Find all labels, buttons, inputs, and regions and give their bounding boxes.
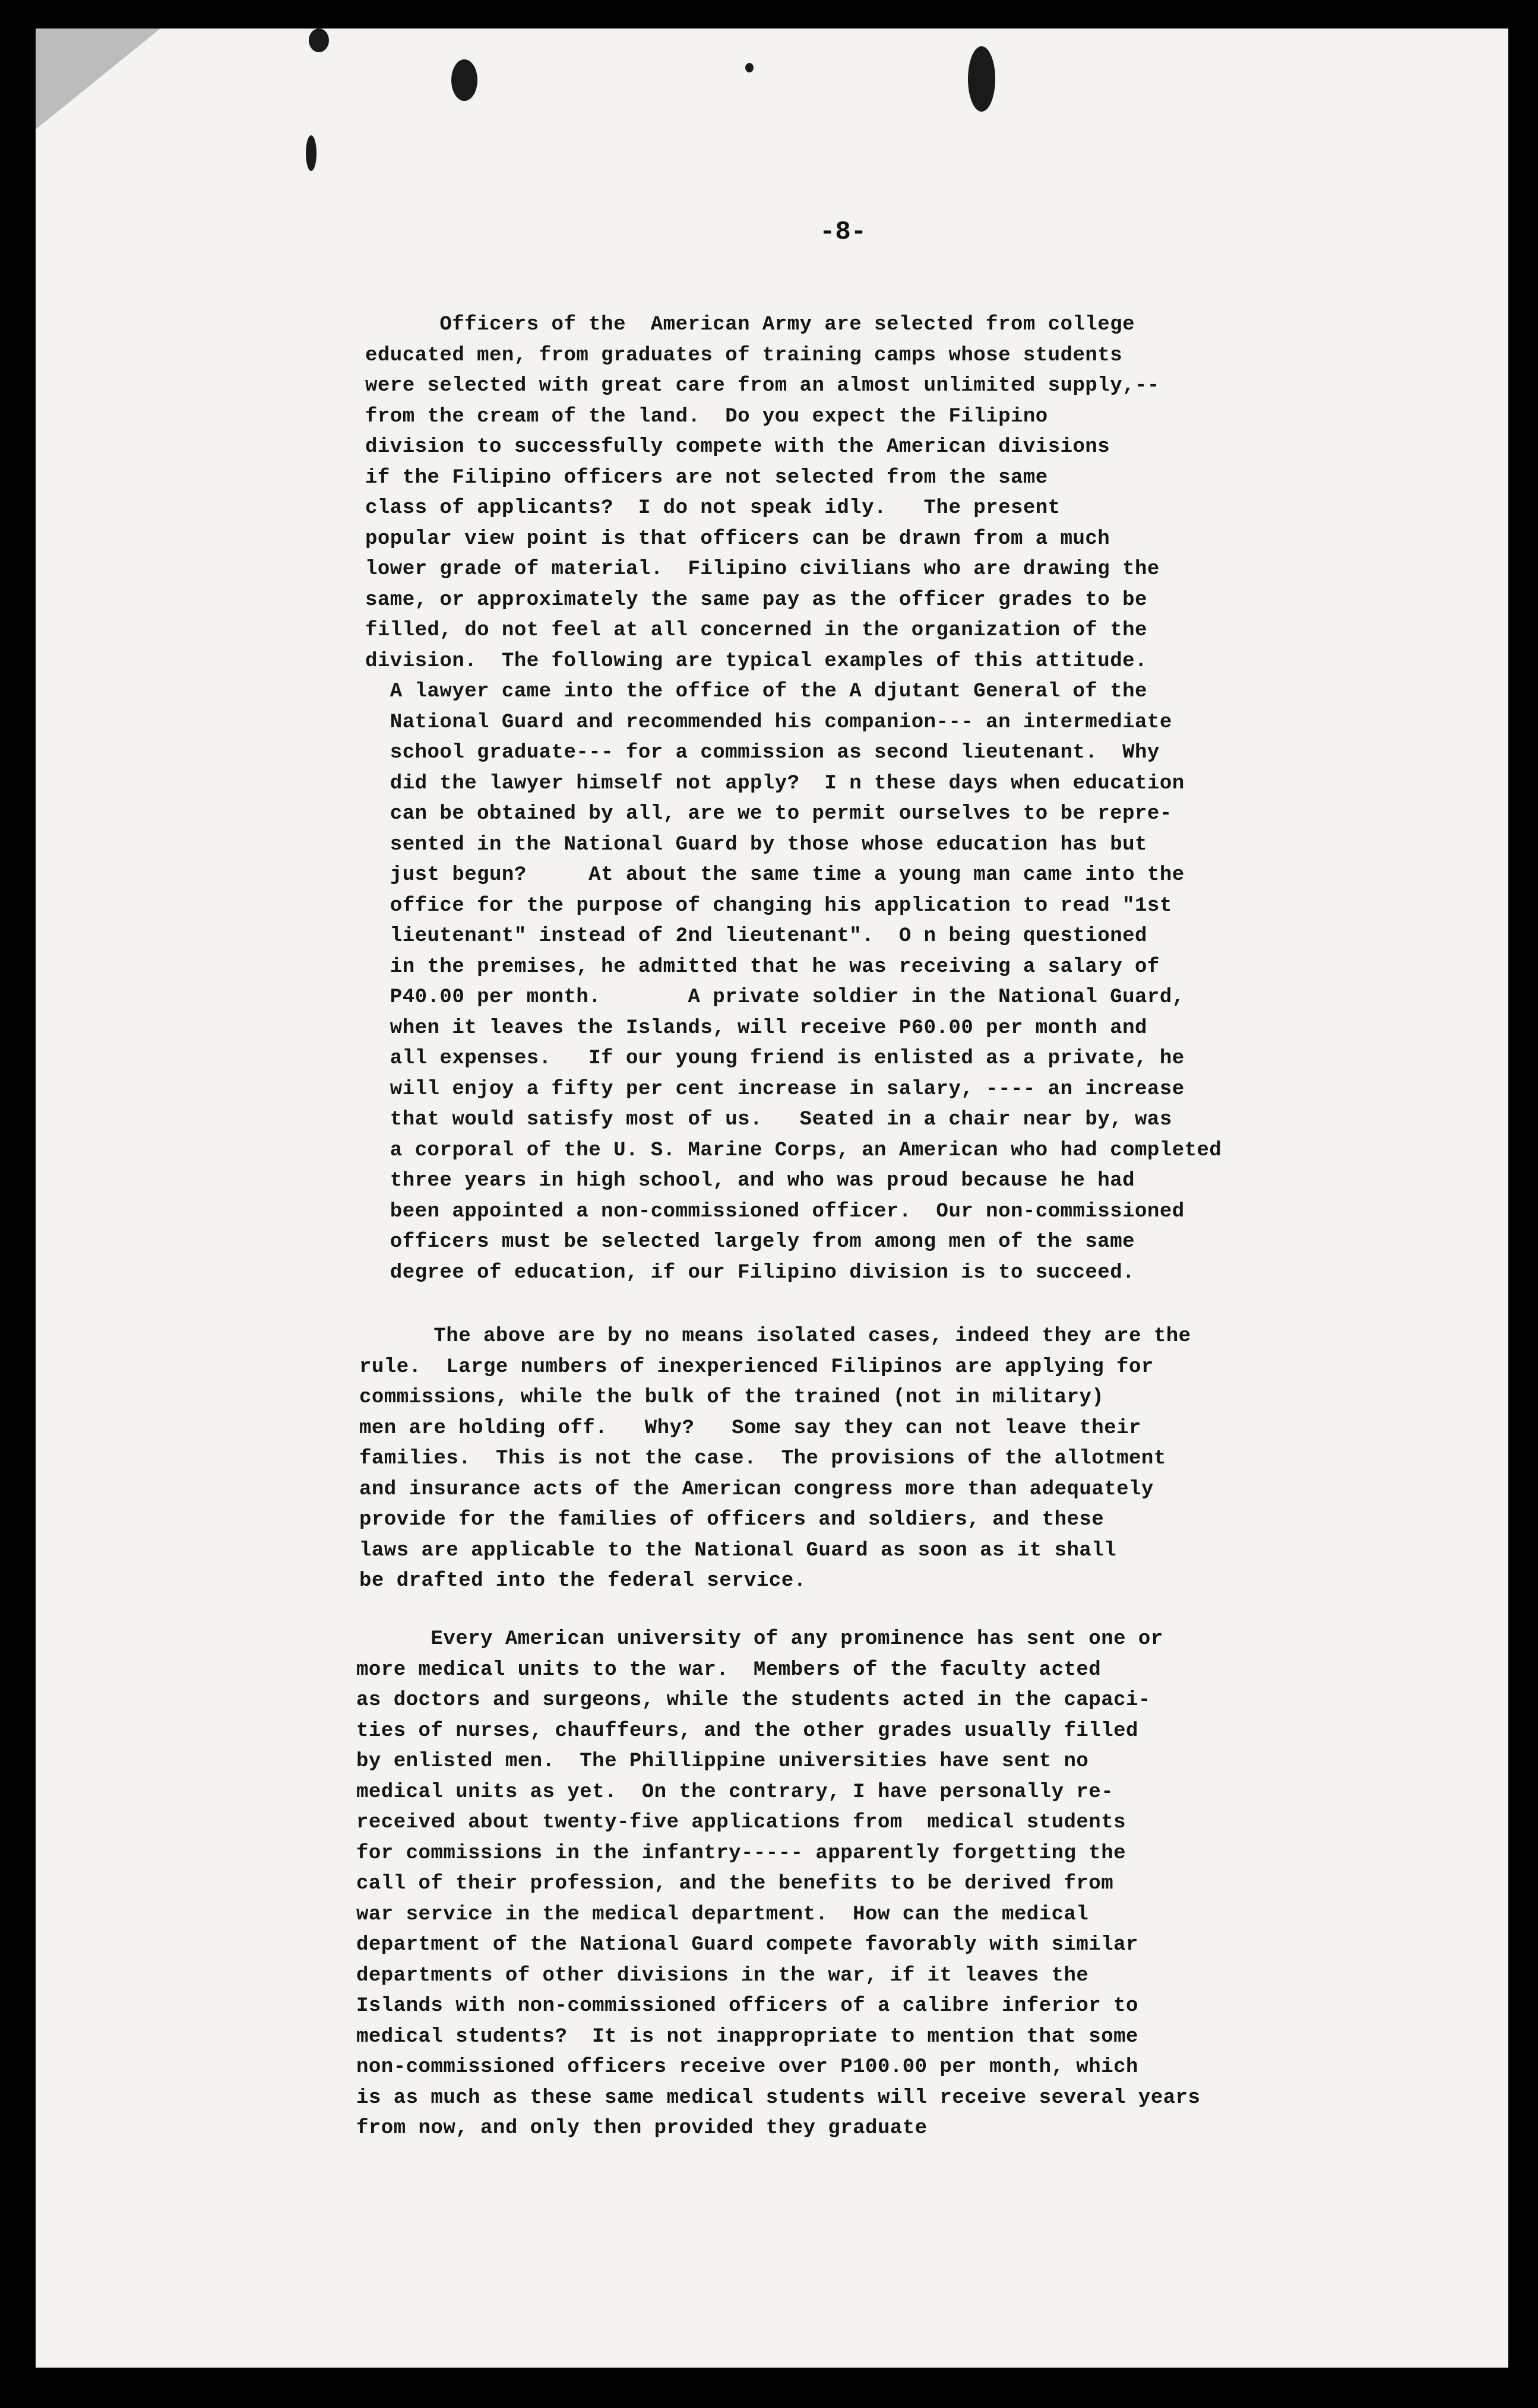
folded-corner bbox=[36, 28, 160, 129]
text-line: if the Filipino officers are not selected from the same bbox=[365, 466, 1048, 489]
document-page bbox=[36, 28, 1508, 2368]
text-line: three years in high school, and who was proud because he had bbox=[365, 1170, 1135, 1192]
text-line: medical units as yet. On the contrary, I have personally re- bbox=[356, 1780, 1114, 1804]
ink-smudge bbox=[745, 63, 754, 72]
text-line: families. This is not the case. The provisions of the allotment bbox=[359, 1447, 1166, 1470]
text-line: filled, do not feel at all concerned in the organization of the bbox=[365, 619, 1147, 642]
ink-smudge bbox=[306, 135, 317, 171]
text-line: be drafted into the federal service. bbox=[359, 1570, 806, 1592]
text-line: from the cream of the land. Do you expect the Filipino bbox=[365, 405, 1048, 428]
text-line: class of applicants? I do not speak idly. The present bbox=[365, 497, 1061, 519]
text-line: lower grade of material. Filipino civilians who are drawing the bbox=[365, 558, 1160, 581]
text-line: a corporal of the U. S. Marine Corps, an American who had completed bbox=[365, 1139, 1222, 1162]
text-line: same, or approximately the same pay as the officer grades to be bbox=[365, 588, 1147, 611]
text-line: as doctors and surgeons, while the students acted in the capaci- bbox=[356, 1689, 1151, 1712]
text-line: will enjoy a fifty per cent increase in salary, ---- an increase bbox=[365, 1078, 1185, 1101]
text-line: lieutenant" instead of 2nd lieutenant". O n being questioned bbox=[365, 925, 1147, 948]
paragraph-officers bbox=[365, 310, 1221, 1288]
text-line: for commissions in the infantry----- apparently forgetting the bbox=[356, 1842, 1126, 1865]
text-line: office for the purpose of changing his application to read "1st bbox=[365, 894, 1172, 917]
text-line: men are holding off. Why? Some say they can not leave their bbox=[359, 1417, 1141, 1440]
text-line: by enlisted men. The Phillippine universities have sent no bbox=[356, 1750, 1089, 1773]
text-line: just begun? At about the same time a young man came into the bbox=[365, 864, 1185, 886]
text-line: that would satisfy most of us. Seated in a chair near by, was bbox=[365, 1108, 1172, 1131]
text-line: departments of other divisions in the war, if it leaves the bbox=[356, 1964, 1089, 1987]
text-line: A lawyer came into the office of the A djutant General of the bbox=[365, 680, 1147, 703]
text-line: popular view point is that officers can be drawn from a much bbox=[365, 527, 1110, 550]
text-line: war service in the medical department. How can the medical bbox=[356, 1903, 1089, 1926]
text-line: and insurance acts of the American congress more than adequately bbox=[359, 1478, 1154, 1501]
text-line: call of their profession, and the benefits to be derived from bbox=[356, 1872, 1114, 1895]
text-line: division to successfully compete with the American divisions bbox=[365, 436, 1110, 458]
text-line: Officers of the American Army are selected from college bbox=[365, 313, 1135, 336]
text-line: department of the National Guard compete favorably with similar bbox=[356, 1934, 1138, 1956]
text-line: educated men, from graduates of training camps whose students bbox=[365, 344, 1123, 367]
text-line: all expenses. If our young friend is enlisted as a private, he bbox=[365, 1047, 1185, 1070]
ink-smudge bbox=[451, 59, 477, 101]
text-line: is as much as these same medical students will receive several years bbox=[356, 2086, 1201, 2109]
text-line: division. The following are typical examples of this attitude. bbox=[365, 649, 1147, 673]
text-line: in the premises, he admitted that he was receiving a salary of bbox=[365, 955, 1160, 978]
text-line: medical students? It is not inappropriate to mention that some bbox=[356, 2025, 1138, 2048]
text-line: ties of nurses, chauffeurs, and the other grades usually filled bbox=[356, 1719, 1138, 1742]
page-number: -8- bbox=[819, 217, 867, 247]
text-line: when it leaves the Islands, will receive P60.00 per month and bbox=[365, 1016, 1147, 1040]
text-line: rule. Large numbers of inexperienced Filipinos are applying for bbox=[359, 1355, 1154, 1379]
text-line: officers must be selected largely from among men of the same bbox=[365, 1231, 1135, 1253]
text-line: received about twenty-five applications from medical students bbox=[356, 1811, 1126, 1834]
text-line: Every American university of any prominence has sent one or bbox=[356, 1628, 1163, 1650]
paragraph-medical-units bbox=[356, 1624, 1200, 2144]
paragraph-isolated-cases bbox=[359, 1322, 1191, 1597]
text-line: sented in the National Guard by those whose education has but bbox=[365, 833, 1147, 856]
text-line: were selected with great care from an almost unlimited supply,-- bbox=[365, 375, 1160, 397]
text-line: can be obtained by all, are we to permit ourselves to be repre- bbox=[365, 803, 1172, 825]
text-line: commissions, while the bulk of the trained (not in military) bbox=[359, 1386, 1105, 1409]
text-line: laws are applicable to the National Guard as soon as it shall bbox=[359, 1539, 1117, 1562]
ink-smudge bbox=[309, 28, 329, 52]
text-line: more medical units to the war. Members of the faculty acted bbox=[356, 1658, 1102, 1681]
text-line: National Guard and recommended his companion--- an intermediate bbox=[365, 711, 1172, 734]
text-line: P40.00 per month. A private soldier in the National Guard, bbox=[365, 986, 1185, 1009]
ink-smudge bbox=[968, 46, 995, 112]
text-line: degree of education, if our Filipino division is to succeed. bbox=[365, 1261, 1135, 1284]
text-line: The above are by no means isolated cases, indeed they are the bbox=[359, 1325, 1191, 1348]
text-line: been appointed a non-commissioned officer. Our non-commissioned bbox=[365, 1200, 1185, 1223]
text-line: Islands with non-commissioned officers of a calibre inferior to bbox=[356, 1995, 1138, 2017]
text-line: non-commissioned officers receive over P100.00 per month, which bbox=[356, 2056, 1138, 2079]
text-line: provide for the families of officers and soldiers, and these bbox=[359, 1509, 1105, 1531]
text-line: did the lawyer himself not apply? I n these days when education bbox=[365, 772, 1185, 795]
text-line: from now, and only then provided they graduate bbox=[356, 2117, 928, 2140]
text-line: school graduate--- for a commission as second lieutenant. Why bbox=[365, 742, 1160, 764]
